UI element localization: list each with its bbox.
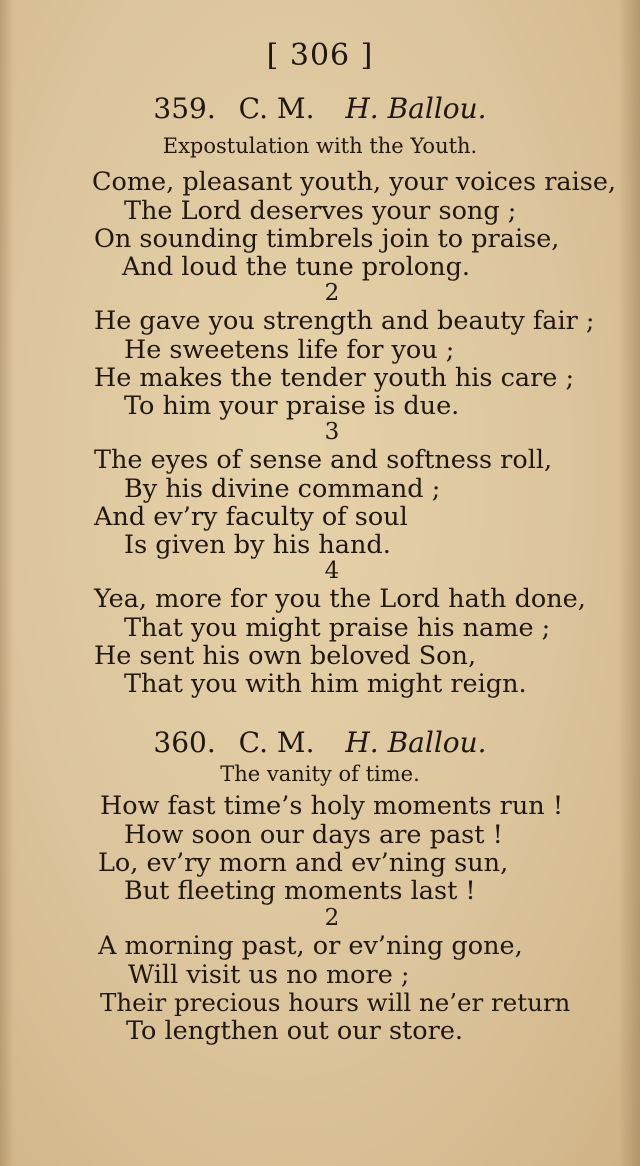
page-edge-shadow-right — [618, 0, 640, 1166]
verse-line: And loud the tune prolong. — [122, 252, 471, 282]
verse-line: The eyes of sense and softness roll, — [94, 445, 553, 475]
hymn-author: H. Ballou. — [345, 726, 487, 759]
page-number: [ 306 ] — [266, 38, 374, 73]
verse-line: Come, pleasant youth, your voices raise, — [92, 167, 617, 197]
hymn-author: H. Ballou. — [345, 92, 487, 125]
verse-line: Yea, more for you the Lord hath done, — [94, 584, 586, 614]
hymn-meter: C. M. — [238, 92, 315, 125]
stanza-number: 4 — [324, 558, 340, 584]
hymn-header — [0, 726, 640, 759]
verse-line: How soon our days are past ! — [124, 820, 503, 850]
stanza-number: 2 — [324, 280, 340, 306]
stanza-number: 2 — [324, 905, 340, 931]
verse-line: How fast time’s holy moments run ! — [100, 791, 564, 821]
verse-line: Their precious hours will ne’er return — [100, 988, 571, 1017]
verse-line: He sweetens life for you ; — [124, 335, 455, 365]
verse-line: To lengthen out our store. — [126, 1016, 464, 1046]
verse-line: The Lord deserves your song ; — [124, 196, 517, 226]
hymn-header — [0, 92, 640, 125]
verse-line: And ev’ry faculty of soul — [94, 502, 408, 532]
verse-line: He gave you strength and beauty fair ; — [94, 306, 595, 336]
stanza-number: 3 — [324, 419, 340, 445]
verse-line: By his divine command ; — [124, 474, 441, 504]
verse-line: Lo, ev’ry morn and ev’ning sun, — [98, 848, 509, 878]
hymn-title: Expostulation with the Youth. — [162, 134, 478, 158]
hymn-number: 360. — [153, 726, 216, 759]
verse-line: On sounding timbrels join to praise, — [94, 224, 560, 254]
hymn-number: 359. — [153, 92, 216, 125]
verse-line: He makes the tender youth his care ; — [94, 363, 575, 393]
verse-line: He sent his own beloved Son, — [94, 641, 477, 671]
verse-line: Is given by his hand. — [124, 530, 391, 560]
hymn-meter: C. M. — [238, 726, 315, 759]
verse-line: That you with him might reign. — [124, 669, 527, 699]
verse-line: Will visit us no more ; — [128, 960, 410, 990]
verse-line: To him your praise is due. — [124, 391, 460, 421]
verse-line: But fleeting moments last ! — [124, 876, 476, 906]
verse-line: A morning past, or ev’ning gone, — [98, 931, 523, 961]
hymn-title: The vanity of time. — [220, 762, 420, 786]
page-edge-shadow-left — [0, 0, 14, 1166]
verse-line: That you might praise his name ; — [124, 613, 551, 643]
